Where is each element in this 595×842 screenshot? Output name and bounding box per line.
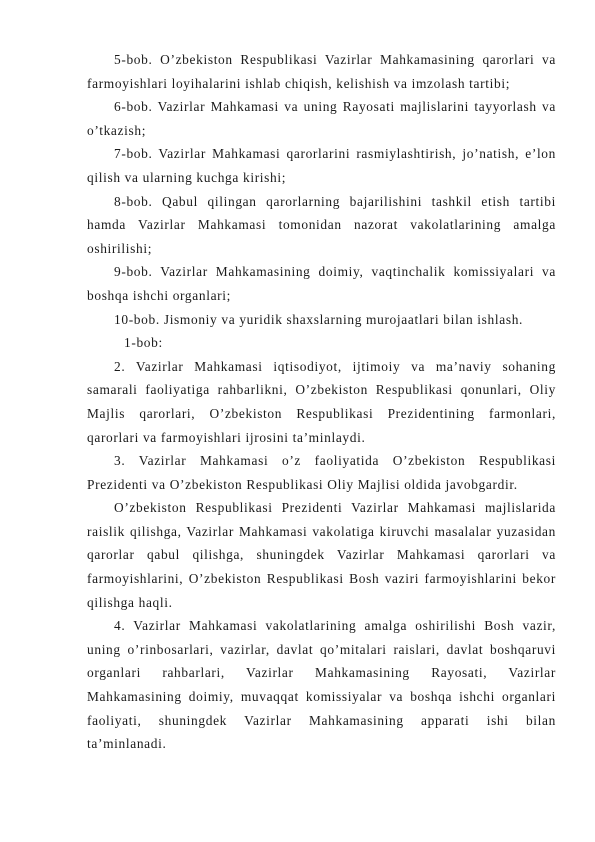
- clause-4-paragraph: 4. Vazirlar Mahkamasi vakolatlarining amalga oshirilishi Bosh vazir, uning o’rinbosarlari, vazirlar, davlat qo’mitalari raislari, davlat boshqaruvi organlari rahbarlari, Vazirlar Mahkamasining Rayosati, Vazirlar Mahkamasining doimiy, muvaqqat komissiyalar va boshqa ishchi organlari faoliyati, shuningdek Vazirlar Mahkamasining apparati ishi bilan ta’minlanadi.: [87, 618, 556, 752]
- chapter-10-item: 10-bob. Jismoniy va yuridik shaxslarning murojaatlari bilan ishlash.: [114, 311, 524, 327]
- chapter-1-heading: 1-bob:: [124, 335, 163, 351]
- chapter-5-item: 5-bob. O’zbekiston Respublikasi Vazirlar Mahkamasining qarorlari va farmoyishlari loyihalarini ishlab chiqish, kelishish va imzolash tartibi;: [87, 52, 556, 91]
- president-authority-paragraph: O’zbekiston Respublikasi Prezidenti Vazirlar Mahkamasi majlislarida raislik qilishga, Vazirlar Mahkamasi vakolatiga kiruvchi masalalar yuzasidan qarorlar qabul qilishga, shuningdek Vazirlar Mahkamasi qarorlari va farmoyishlarini, O’zbekiston Respublikasi Bosh vaziri farmoyishlarini bekor qilishga haqli.: [87, 500, 556, 610]
- clause-2-paragraph: 2. Vazirlar Mahkamasi iqtisodiyot, ijtimoiy va ma’naviy sohaning samarali faoliyatiga rahbarlikni, O’zbekiston Respublikasi qonunlari, Oliy Majlis qarorlari, O’zbekiston Respublikasi Prezidentining farmonlari, qarorlari va farmoyishlari ijrosini ta’minlaydi.: [87, 358, 556, 445]
- chapter-8-item: 8-bob. Qabul qilingan qarorlarning bajarilishini tashkil etish tartibi hamda Vazirlar Mahkamasi tomonidan nazorat vakolatlarining amalga oshirilishi;: [87, 193, 556, 256]
- chapter-9-item: 9-bob. Vazirlar Mahkamasining doimiy, vaqtinchalik komissiyalari va boshqa ishchi organlari;: [87, 264, 556, 303]
- chapter-7-item: 7-bob. Vazirlar Mahkamasi qarorlarini rasmiylashtirish, jo’natish, e’lon qilish va ularning kuchga kirishi;: [87, 146, 556, 185]
- chapter-6-item: 6-bob. Vazirlar Mahkamasi va uning Rayosati majlislarini tayyorlash va o’tkazish;: [87, 99, 556, 138]
- document-page: [87, 48, 556, 756]
- clause-3-paragraph: 3. Vazirlar Mahkamasi o’z faoliyatida O’zbekiston Respublikasi Prezidenti va O’zbekiston Respublikasi Oliy Majlisi oldida javobgardir.: [87, 453, 556, 492]
